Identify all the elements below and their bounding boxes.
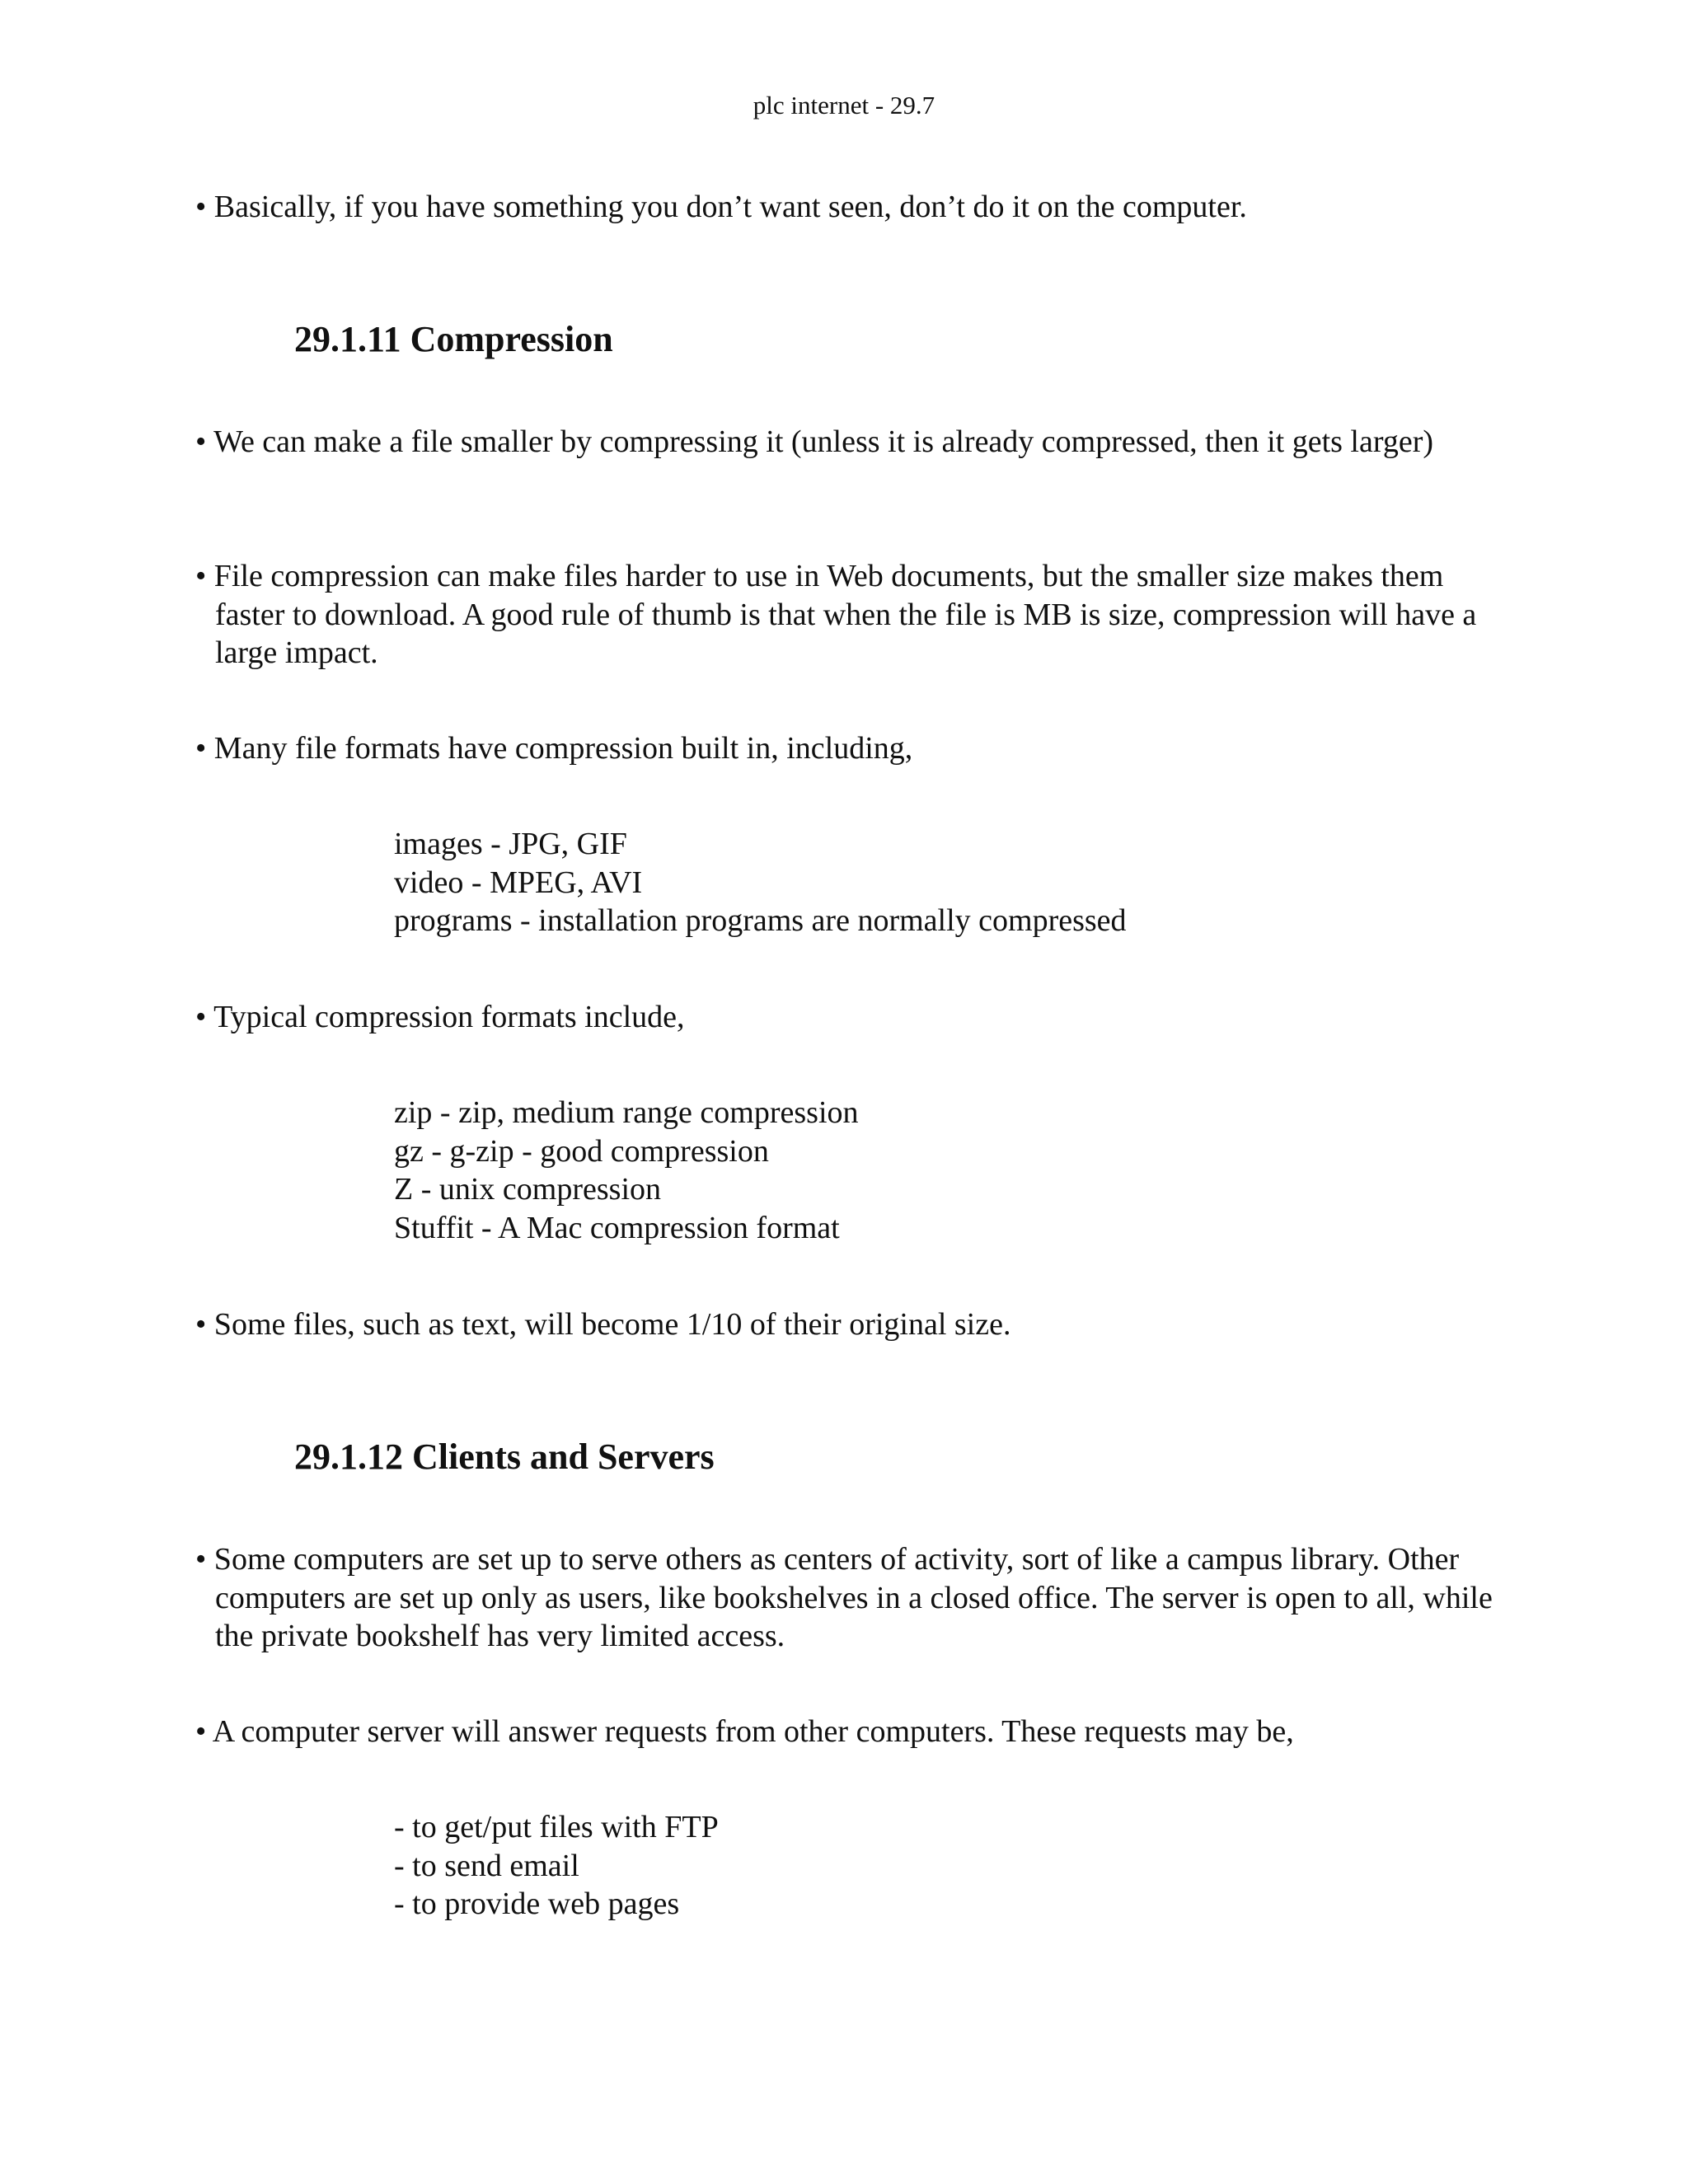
request-list [394,1808,1465,1924]
servers-bullet-library: • Some computers are set up to serve others as centers of activity, sort of like a campus library. Other computers are set up only as users, like bookshelves in a closed office. The server is open to all, while the private bookshelf has very limited access. [195,1542,1493,1653]
list-item: programs - installation programs are normally compressed [394,903,1127,938]
servers-bullet-requests: • A computer server will answer requests from other computers. These requests may be, [195,1714,1294,1749]
section-heading-clients-servers: 29.1.12 Clients and Servers [294,1436,715,1477]
page-header: plc internet - 29.7 [753,91,935,120]
compression-bullet-typical: • Typical compression formats include, [195,1000,685,1034]
file-format-list [394,825,1465,940]
list-item: images - JPG, GIF [394,827,627,861]
list-item: - to get/put files with FTP [394,1810,719,1844]
list-item: video - MPEG, AVI [394,865,643,900]
list-item: gz - g-zip - good compression [394,1133,769,1169]
compression-bullet-web: • File compression can make files harder to use in Web documents, but the smaller size makes them faster to download. A good rule of thumb is that when the file is MB is size, compression will have a large impact. [195,559,1477,670]
list-item: Stuffit - A Mac compression format [394,1210,840,1245]
list-item: - to send email [394,1848,579,1883]
list-item: zip - zip, medium range compression [394,1095,859,1130]
compression-format-list [394,1094,1465,1247]
compression-bullet-formats: • Many file formats have compression built in, including, [195,731,913,766]
intro-bullet: • Basically, if you have something you don’t want seen, don’t do it on the computer. [195,190,1247,224]
compression-bullet-text-size: • Some files, such as text, will become 1/10 of their original size. [195,1307,1011,1342]
section-heading-compression: 29.1.11 Compression [294,319,613,359]
compression-bullet-smaller: • We can make a file smaller by compressing it (unless it is already compressed, then it gets larger) [195,424,1434,459]
list-item: Z - unix compression [394,1172,662,1207]
list-item: - to provide web pages [394,1886,680,1921]
